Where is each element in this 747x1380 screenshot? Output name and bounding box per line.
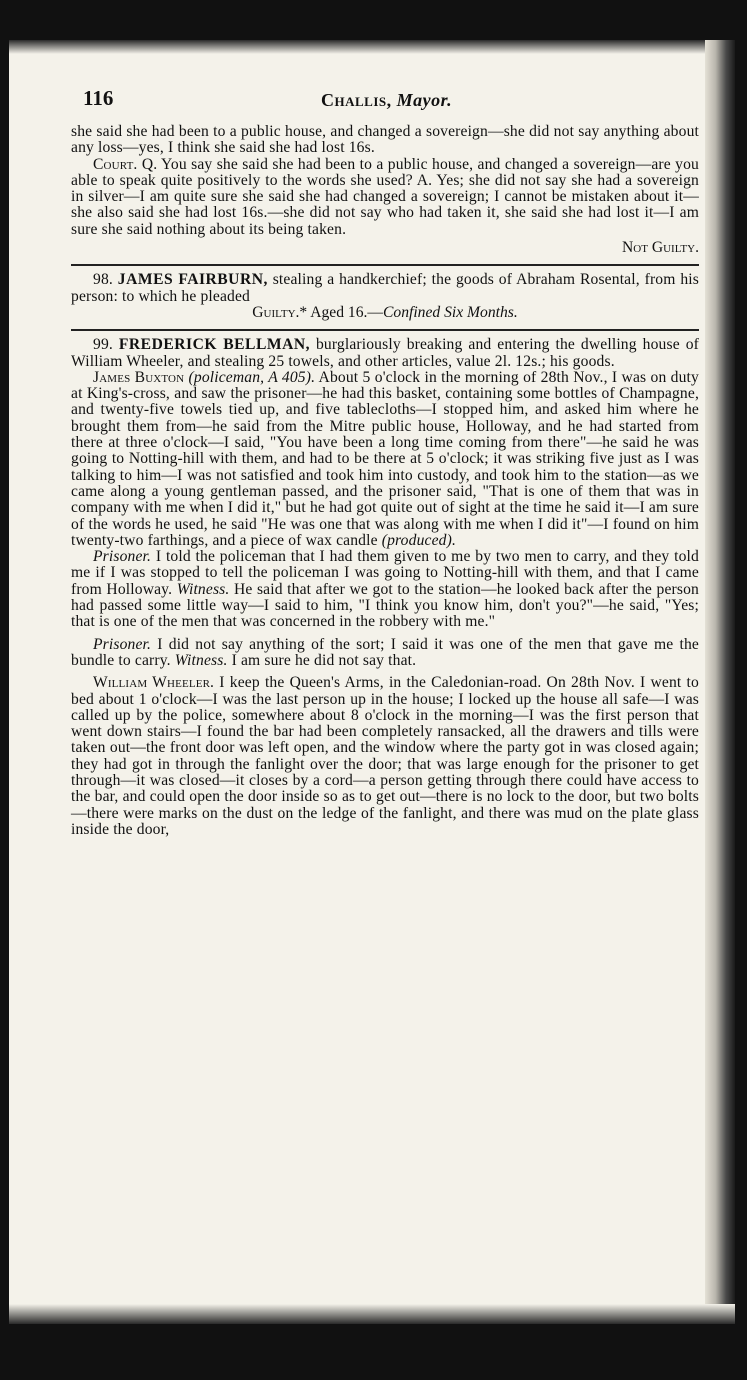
- case-divider-2: [71, 329, 699, 331]
- case97-continuation: she said she had been to a public house, and changed a sovereign—she did not say anything about any loss—yes, I think she said she had lost 16s.: [71, 123, 699, 157]
- case98-age: Aged 16.—: [310, 303, 384, 321]
- witness-wheeler-testimony: [71, 675, 699, 838]
- case99-defendant: FREDERICK BELLMAN,: [118, 336, 310, 354]
- book-page: [9, 40, 735, 1324]
- witness-wheeler-name: William Wheeler.: [93, 674, 215, 692]
- page-gutter-shadow: [705, 40, 735, 1324]
- witness-buxton-name: James Buxton: [93, 368, 185, 386]
- case99-heading: [71, 337, 699, 370]
- case98-charge: stealing a handkerchief; the goods of Abraham Rosental, from his person: to which he pleaded: [71, 271, 700, 305]
- witness-label-2: Witness.: [174, 651, 228, 669]
- case98-defendant: JAMES FAIRBURN,: [117, 271, 268, 289]
- witness-buxton-role: (policeman, A 405).: [188, 368, 316, 386]
- case-divider-1: [71, 264, 699, 266]
- running-head-title: Mayor.: [396, 90, 453, 110]
- case98-number: 98.: [93, 271, 113, 289]
- prisoner-statement-1: [71, 549, 699, 630]
- prisoner-statement-1-text: I told the policeman that I had them given to me by two men to carry, and they told me if I was stopped to tell the policeman I was going to Notting-hill with them, and that I came from Holloway.: [71, 548, 699, 598]
- verdict-text: Not Guilty.: [622, 239, 699, 257]
- case99-number: 99.: [93, 336, 113, 354]
- witness-buxton-produced: (produced).: [381, 531, 457, 549]
- court-label: Court.: [93, 155, 138, 173]
- witness-reply-1-text: He said that after we got to the station—he looked back after the person had passed some little way—I said to him, "I think you know him, don't you?"—he said, "Yes; that is one of the men that was concerned in the robbery with me.": [71, 580, 699, 631]
- case98-outcome: [71, 305, 699, 321]
- case98-plea: Guilty.*: [252, 303, 308, 321]
- case98-sentence: Confined Six Months.: [383, 303, 518, 321]
- witness-label: Witness.: [176, 580, 230, 598]
- prisoner-statement-2-text: I did not say anything of the sort; I said it was one of the men that gave me the bundle to carry.: [71, 635, 699, 669]
- page-top-shadow: [9, 40, 735, 54]
- witness-buxton-text: About 5 o'clock in the morning of 28th Nov., I was on duty at King's-cross, and saw the prisoner—he had this basket, containing some bottles of Champagne, and twenty-five towels tied up, and five tablecloths—I stopped him, and asked him where he brought them from—he said from the Mitre public house, Holloway, and he had started from there at three o'clock—I said, "You have been a long time coming from there"—he said he was going to Notting-hill with them, and had to be there at 5 o'clock; it was striking five just as I was talking to him—I was not satisfied and took him into custody, and took him to the station—as we came along a young gentleman passed, and the prisoner said, "That is one of them that was in company with me when I did it," but he had got quite out of sight at the time he said it—I am sure of the words he used, he said "He was one that was along with me when I did it"—I found on him twenty-two farthings, and a piece of wax candle: [71, 368, 699, 549]
- case98-heading: [71, 272, 699, 305]
- witness-reply-2-text: I am sure he did not say that.: [231, 651, 417, 669]
- case99-charge: burglariously breaking and entering the dwelling house of William Wheeler, and stealing 25 towels, and other articles, value 2l. 12s.; his goods.: [71, 336, 699, 370]
- court-text: Q. You say she said she had been to a public house, and changed a sovereign—are you able to speak quite positively to the words she used? A. Yes; she did not say she had a sovereign in silver—I am quite sure she said she had changed a sovereign; I cannot be mistaken about it—she also said she had lost 16s.—she did not say who had taken it, she said she had lost it—I am sure she said nothing about its being taken.: [71, 155, 699, 238]
- witness-buxton-testimony: [71, 370, 699, 549]
- page-bottom-shadow: [9, 1304, 735, 1324]
- running-head: [321, 90, 452, 111]
- page-header: [71, 84, 699, 124]
- page-number: 116: [83, 86, 114, 110]
- case97-court-question: [71, 157, 699, 238]
- prisoner-label-2: Prisoner.: [93, 635, 152, 653]
- prisoner-statement-2: [71, 637, 699, 670]
- running-head-name: Challis,: [321, 90, 392, 110]
- case97-verdict: [71, 240, 699, 256]
- witness-wheeler-text: I keep the Queen's Arms, in the Caledonian-road. On 28th Nov. I went to bed about 1 o'clock—I was the last person up in the house; I locked up the house all safe—I was called up by the police, somewhere about 8 o'clock in the morning—I was the first person that went down stairs—I found the bar had been completely ransacked, all the drawers and tills were taken out—the front door was left open, and the window where the party got in was closed again; they had got in through the fanlight over the door; that was large enough for the prisoner to get through—it was closed—it closes by a cord—a person getting through there could have access to the bar, and could open the door inside so as to get out—there is no lock to the door, but two bolts—there were marks on the dust on the ledge of the fanlight, and there was mud on the plate glass inside the door,: [71, 674, 699, 838]
- page-content: [71, 84, 699, 838]
- prisoner-label: Prisoner.: [93, 548, 152, 566]
